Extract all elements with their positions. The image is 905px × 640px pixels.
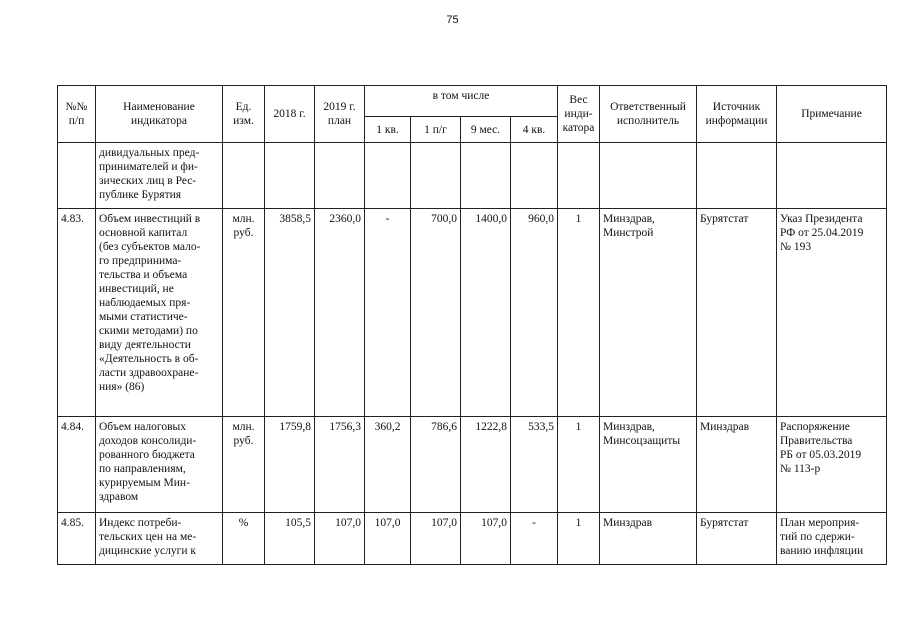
row-2019 bbox=[315, 143, 365, 209]
row-name: Объем инвестиций в основной капитал (без субъектов мало- го предпринима- тельства и объема инвестиций, не наблюдаемых пря- мыми статистиче- скими методами) по виду деятельности «Деятельность в об- ласти здравоохране- ния» (86) bbox=[96, 209, 223, 417]
row-2019: 2360,0 bbox=[315, 209, 365, 417]
row-name: Индекс потреби- тельских цен на ме- дицинские услуги к bbox=[96, 513, 223, 565]
header-9m: 9 мес. bbox=[461, 117, 511, 143]
page-number: 75 bbox=[446, 14, 459, 26]
row-source: Бурятстат bbox=[697, 513, 777, 565]
row-num: 4.83. bbox=[58, 209, 96, 417]
row-unit: % bbox=[223, 513, 265, 565]
table-row bbox=[58, 209, 887, 417]
header-q4: 4 кв. bbox=[511, 117, 558, 143]
row-source bbox=[697, 143, 777, 209]
table-row bbox=[58, 417, 887, 513]
row-9m: 1400,0 bbox=[461, 209, 511, 417]
row-num bbox=[58, 143, 96, 209]
row-h1: 107,0 bbox=[411, 513, 461, 565]
header-including: в том числе bbox=[365, 86, 558, 117]
header-2019-plan: 2019 г. план bbox=[315, 86, 365, 143]
row-2018 bbox=[265, 143, 315, 209]
row-unit: млн. руб. bbox=[223, 209, 265, 417]
row-name: дивидуальных пред- принимателей и фи- зических лиц в Рес- публике Бурятия bbox=[96, 143, 223, 209]
row-h1: 700,0 bbox=[411, 209, 461, 417]
header-source: Источник информации bbox=[697, 86, 777, 143]
row-weight: 1 bbox=[558, 209, 600, 417]
row-unit: млн. руб. bbox=[223, 417, 265, 513]
row-weight bbox=[558, 143, 600, 209]
row-9m: 107,0 bbox=[461, 513, 511, 565]
row-weight: 1 bbox=[558, 513, 600, 565]
header-unit: Ед. изм. bbox=[223, 86, 265, 143]
row-2018: 105,5 bbox=[265, 513, 315, 565]
row-q1: - bbox=[365, 209, 411, 417]
row-name: Объем налоговых доходов консолиди- рованного бюджета по направлениям, курируемым Мин- здравом bbox=[96, 417, 223, 513]
row-q4: 533,5 bbox=[511, 417, 558, 513]
row-q1: 107,0 bbox=[365, 513, 411, 565]
row-h1 bbox=[411, 143, 461, 209]
row-num: 4.84. bbox=[58, 417, 96, 513]
row-9m: 1222,8 bbox=[461, 417, 511, 513]
row-q1: 360,2 bbox=[365, 417, 411, 513]
table-header-row bbox=[58, 86, 887, 117]
row-2019: 107,0 bbox=[315, 513, 365, 565]
header-name: Наименование индикатора bbox=[96, 86, 223, 143]
row-source: Бурятстат bbox=[697, 209, 777, 417]
header-q1: 1 кв. bbox=[365, 117, 411, 143]
row-note: План мероприя- тий по сдержи- ванию инфляции bbox=[777, 513, 887, 565]
row-responsible: Минздрав, Минстрой bbox=[600, 209, 697, 417]
row-weight: 1 bbox=[558, 417, 600, 513]
row-q4: 960,0 bbox=[511, 209, 558, 417]
row-2018: 3858,5 bbox=[265, 209, 315, 417]
header-weight: Вес инди- катора bbox=[558, 86, 600, 143]
header-num: №№ п/п bbox=[58, 86, 96, 143]
row-responsible: Минздрав, Минсоцзащиты bbox=[600, 417, 697, 513]
row-num: 4.85. bbox=[58, 513, 96, 565]
row-responsible: Минздрав bbox=[600, 513, 697, 565]
indicator-table bbox=[57, 85, 887, 565]
table-row bbox=[58, 143, 887, 209]
row-q1 bbox=[365, 143, 411, 209]
row-source: Минздрав bbox=[697, 417, 777, 513]
row-q4: - bbox=[511, 513, 558, 565]
row-responsible bbox=[600, 143, 697, 209]
row-note: Распоряжение Правительства РБ от 05.03.2019 № 113-р bbox=[777, 417, 887, 513]
row-note bbox=[777, 143, 887, 209]
row-q4 bbox=[511, 143, 558, 209]
row-note: Указ Президента РФ от 25.04.2019 № 193 bbox=[777, 209, 887, 417]
header-2018: 2018 г. bbox=[265, 86, 315, 143]
row-h1: 786,6 bbox=[411, 417, 461, 513]
row-2018: 1759,8 bbox=[265, 417, 315, 513]
row-2019: 1756,3 bbox=[315, 417, 365, 513]
table-row bbox=[58, 513, 887, 565]
header-note: Примечание bbox=[777, 86, 887, 143]
row-unit bbox=[223, 143, 265, 209]
header-h1: 1 п/г bbox=[411, 117, 461, 143]
header-responsible: Ответственный исполнитель bbox=[600, 86, 697, 143]
row-9m bbox=[461, 143, 511, 209]
